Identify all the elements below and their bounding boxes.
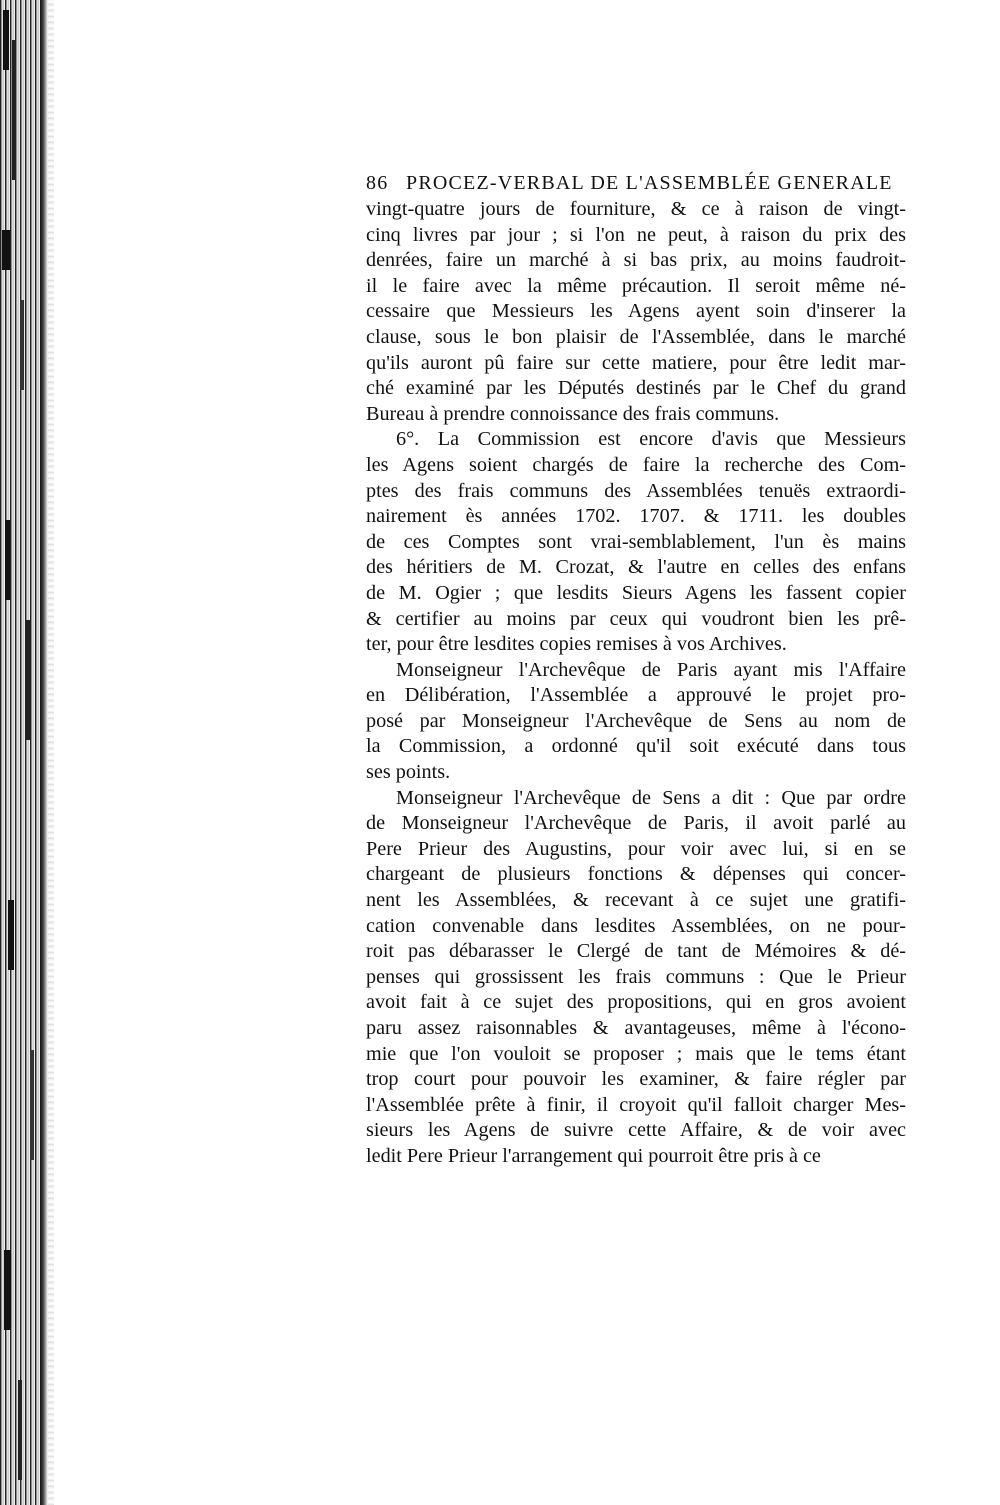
- spine-shadow: [40, 0, 48, 1505]
- text-line: ché examiné par les Députés destinés par le Chef du grand: [366, 377, 906, 400]
- text-line: posé par Monseigneur l'Archevêque de Sens au nom de: [366, 709, 906, 732]
- text-line: de ces Comptes sont vrai-semblablement, l'un ès mains: [366, 530, 906, 553]
- text-line: cessaire que Messieurs les Agens ayent soin d'inserer la: [366, 300, 906, 323]
- text-line: 6°. La Commission est encore d'avis que Messieurs: [396, 428, 906, 451]
- running-header: [366, 172, 906, 195]
- text-line: cinq livres par jour ; si l'on ne peut, à raison du prix des: [366, 223, 906, 246]
- page-number: 86: [366, 172, 389, 194]
- text-line: Bureau à prendre connoissance des frais communs.: [366, 402, 780, 425]
- text-line: cation convenable dans lesdites Assemblées, on ne pour-: [366, 914, 906, 937]
- text-line: penses qui grossissent les frais communs : Que le Prieur: [366, 965, 906, 988]
- paragraph: [366, 786, 906, 1170]
- paragraph: [366, 427, 906, 657]
- text-line: nairement ès années 1702. 1707. & 1711. les doubles: [366, 505, 906, 528]
- text-line: mie que l'on vouloit se proposer ; mais que le tems étant: [366, 1042, 906, 1065]
- text-line: l'Assemblée prête à finir, il croyoit qu'il falloit charger Mes-: [366, 1093, 906, 1116]
- text-line: & certifier au moins par ceux qui voudront bien les prê-: [366, 607, 906, 630]
- text-line: qu'ils auront pû faire sur cette matiere, pour être ledit mar-: [366, 351, 906, 374]
- text-line: ses points.: [366, 761, 451, 784]
- body-text: [366, 197, 906, 1170]
- text-line: trop court pour pouvoir les examiner, & faire régler par: [366, 1068, 906, 1091]
- text-line: la Commission, a ordonné qu'il soit exécuté dans tous: [366, 735, 906, 758]
- text-line: ptes des frais communs des Assemblées tenuës extraordi-: [366, 479, 906, 502]
- text-line: nent les Assemblées, & recevant à ce sujet une gratifi-: [366, 889, 906, 912]
- text-line: Monseigneur l'Archevêque de Sens a dit : Que par ordre: [396, 786, 906, 809]
- text-line: roit pas débarasser le Clergé de tant de Mémoires & dé-: [366, 940, 906, 963]
- running-title: PROCEZ-VERBAL DE L'ASSEMBLÉE GENERALE: [406, 172, 893, 194]
- text-line: denrées, faire un marché à si bas prix, au moins faudroit-: [366, 249, 906, 272]
- text-line: vingt-quatre jours de fourniture, & ce à raison de vingt-: [366, 198, 906, 220]
- text-line: avoit fait à ce sujet des propositions, qui en gros avoient: [366, 991, 906, 1014]
- text-line: en Délibération, l'Assemblée a approuvé le projet pro-: [366, 684, 906, 707]
- text-line: de M. Ogier ; que lesdits Sieurs Agens les fassent copier: [366, 581, 906, 604]
- printed-page: [366, 172, 906, 1170]
- text-line: de Monseigneur l'Archevêque de Paris, il avoit parlé au: [366, 812, 906, 835]
- text-line: Monseigneur l'Archevêque de Paris ayant mis l'Affaire: [396, 658, 906, 681]
- text-line: Pere Prieur des Augustins, pour voir avec lui, si en se: [366, 837, 906, 860]
- text-line: des héritiers de M. Crozat, & l'autre en celles des enfans: [366, 556, 906, 579]
- text-line: les Agens soient chargés de faire la recherche des Com-: [366, 453, 906, 476]
- paragraph: [366, 658, 906, 786]
- text-line: chargeant de plusieurs fonctions & dépenses qui concer-: [366, 863, 906, 886]
- text-line: ter, pour être lesdites copies remises à vos Archives.: [366, 633, 787, 656]
- paragraph: [366, 197, 906, 427]
- text-line: sieurs les Agens de suivre cette Affaire, & de voir avec: [366, 1119, 906, 1142]
- page-edge: [48, 0, 54, 1505]
- text-line: ledit Pere Prieur l'arrangement qui pourroit être pris à ce: [366, 1144, 821, 1167]
- text-line: clause, sous le bon plaisir de l'Assemblée, dans le marché: [366, 325, 906, 348]
- text-line: paru assez raisonnables & avantageuses, même à l'écono-: [366, 1017, 906, 1039]
- text-line: il le faire avec la même précaution. Il seroit même né-: [366, 274, 906, 297]
